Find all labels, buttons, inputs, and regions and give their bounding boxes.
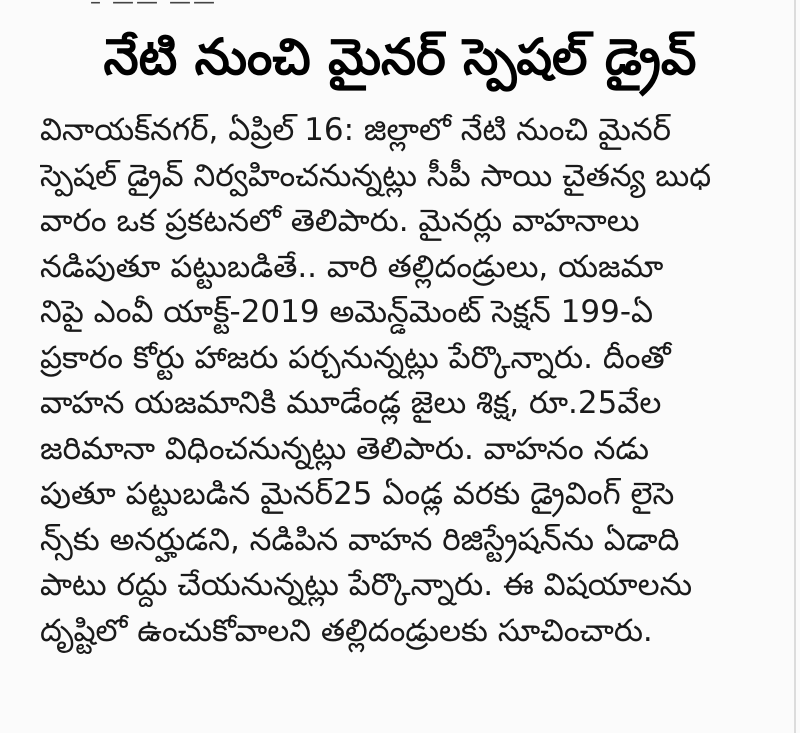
article-line: స్పెషల్ డ్రైవ్ నిర్వహించనున్నట్లు సీపీ సాయి చైతన్య బుధ <box>40 157 712 194</box>
headline: నేటి నుంచి మైనర్ స్పెషల్ డ్రైవ్ <box>103 28 697 86</box>
article-line: వినాయక్‌నగర్, ఏప్రిల్ 16: జిల్లాలో నేటి నుంచి మైనర్ <box>40 112 672 148</box>
article-line: న్స్‌కు అనర్హుడని, నడిపిన వాహన రిజిస్ట్రేషన్‌ను ఏడాది <box>40 521 680 558</box>
article-line: జరిమానా విధించనున్నట్లు తెలిపారు. వాహనం నడు <box>40 430 650 467</box>
article-body <box>40 108 760 654</box>
article-line: వాహన యజమానికి మూడేండ్ల జైలు శిక్ష, రూ.25వేల <box>40 385 662 421</box>
article-line: ప్రకారం కోర్టు హాజరు పర్చనున్నట్లు పేర్కొన్నారు. దీంతో <box>40 339 671 376</box>
article-line: పాటు రద్దు చేయనున్నట్లు పేర్కొన్నారు. ఈ విషయాలను <box>40 567 693 603</box>
article-line: దృష్టిలో ఉంచుకోవాలని తల్లిదండ్రులకు సూచించారు. <box>40 612 653 649</box>
clipping-edge <box>794 0 796 733</box>
article-line: నడిపుతూ పట్టుబడితే.. వారి తల్లిదండ్రులు, యజమా <box>40 248 664 285</box>
cropped-header-fragment: – —— —— <box>90 0 217 15</box>
article-line: నిపై ఎంవీ యాక్ట్-2019 అమెన్డ్‌మెంట్ సెక్షన్ 199-ఏ <box>40 294 654 330</box>
article-line: పుతూ పట్టుబడిన మైనర్25 ఏండ్ల వరకు డ్రైవింగ్ లైసె <box>40 476 675 512</box>
article-line: వారం ఒక ప్రకటనలో తెలిపారు. మైనర్లు వాహనాలు <box>40 203 640 239</box>
